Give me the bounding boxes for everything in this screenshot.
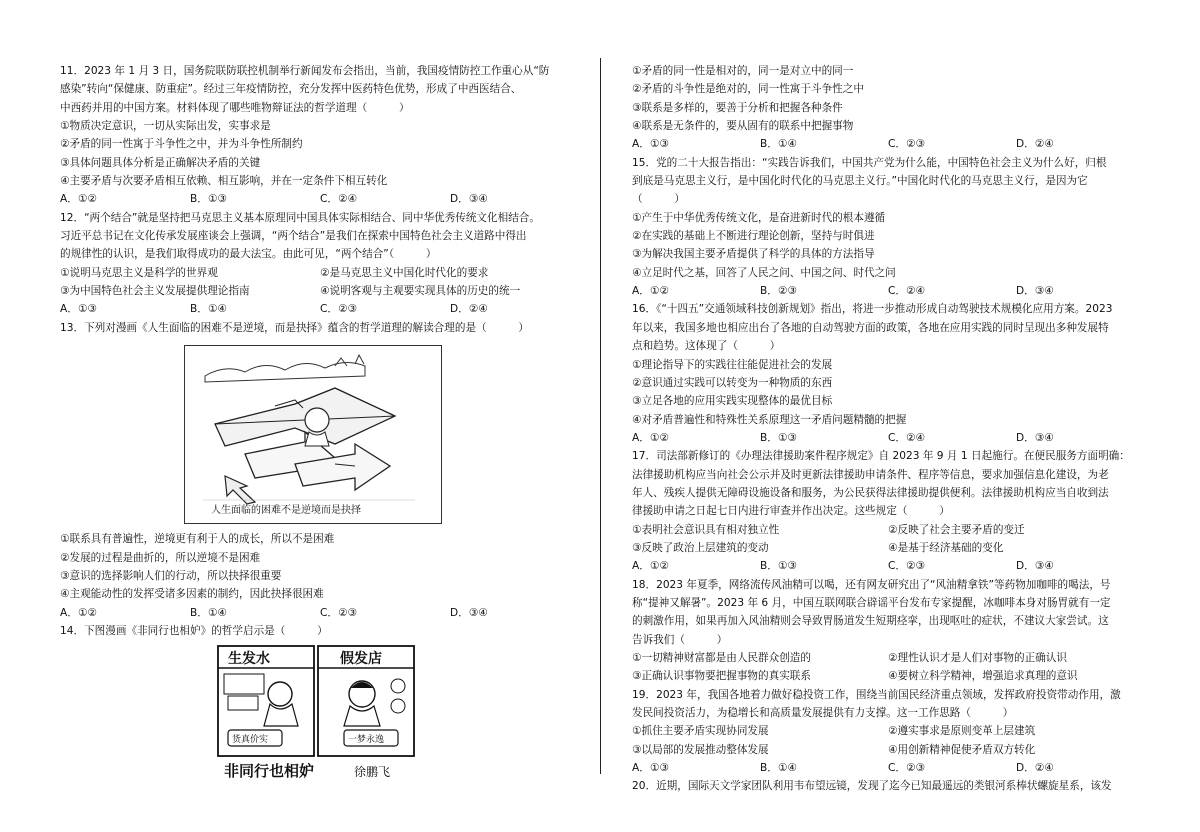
q11-stem-line-1: 11．2023 年 1 月 3 日，国务院联防联控机制举行新闻发布会指出，当前，我国疫情防控工作重心从“防 [60,65,550,77]
q13-choice-a: A．①② [60,606,97,619]
q14-choice-b: B．①④ [760,138,797,151]
q14-stem: 14．下图漫画《非同行也相妒》的哲学启示是（ ） [60,624,328,637]
q19-option-1: ①抓住主要矛盾实现协同发展 [632,725,769,738]
q17-options-row-1 [632,521,1144,539]
q16-option-4: ④对矛盾普遍性和特殊性关系原理这一矛盾问题精髓的把握 [632,413,907,426]
q16-option-1: ①理论指导下的实践往往能促进社会的发展 [632,358,833,371]
q14-option-4: ④联系是无条件的，要从固有的联系中把握事物 [632,120,854,133]
q17-choice-d: D．③④ [1016,560,1054,573]
q16-stem-line-2: 年以来，我国多地也相应出台了各地的自动驾驶方面的政策，各地在应用实践的同时呈现出多种发展特 [632,321,1109,334]
q15-choices [632,282,1144,300]
q14-option-1: ①矛盾的同一性是相对的，同一是对立中的同一 [632,65,854,77]
q18-options-row-1 [632,649,1144,667]
q20-stem-line-1: 20．近期，国际天文学家团队利用韦布望远镜，发现了迄今已知最遥远的类银河系棒状螺旋星系，该发 [632,780,1112,793]
cartoon-shops-drawing [214,644,420,784]
q13-stem: 13．下列对漫画《人生面临的困难不是逆境，而是抉择》蕴含的哲学道理的解读合理的是（ ） [60,321,530,334]
q11-choice-d: D．③④ [450,193,488,206]
q16-choice-d: D．③④ [1016,431,1054,444]
left-column [60,62,580,786]
q18-stem-line-1: 18．2023 年夏季，网络流传风油精可以喝，还有网友研究出了“风油精拿铁”等药物加咖啡的喝法，号 [632,578,1111,591]
q18-option-4: ④要树立科学精神，增强追求真理的意识 [888,670,1078,683]
q19-choice-c: C．②③ [888,762,925,775]
q15-option-3: ③为解决我国主要矛盾提供了科学的具体的方法指导 [632,248,875,261]
cartoon-author: 徐鹏飞 [354,765,391,780]
q17-choice-b: B．①③ [760,560,797,573]
q14-choice-d: D．②④ [1016,138,1054,151]
q13-choice-b: B．①④ [190,606,227,619]
q11-stem-line-3: 中西药并用的中国方案。材料体现了哪些唯物辩证法的哲学道理（ ） [60,101,410,114]
q12-choice-d: D．②④ [450,303,488,316]
question-13 [60,319,580,622]
cartoon-caption-13: 人生面临的困难不是逆境而是抉择 [211,505,361,517]
q18-option-1: ①一切精神财富都是由人民群众创造的 [632,652,811,664]
question-14 [60,622,580,784]
q15-stem-line-2: 到底是马克思主义行，是中国化时代化的马克思主义行。”中国化时代化的马克思主义行，是因为它 [632,175,1088,188]
q17-choice-a: A．①② [632,560,669,573]
q17-option-1: ①表明社会意识具有相对独立性 [632,523,780,536]
q18-stem-line-4: 告诉我们（ ） [632,633,728,646]
question-14-continued [632,62,1144,154]
shop-sign-right: 假发店 [340,651,382,668]
q11-option-4: ④主要矛盾与次要矛盾相互依赖、相互影响，并在一定条件下相互转化 [60,175,388,188]
q18-option-3: ③正确认识事物要把握事物的真实联系 [632,670,811,683]
cartoon-caption-14: 非同行也相妒 [224,762,315,781]
q15-choice-b: B．②③ [760,285,797,298]
q15-option-1: ①产生于中华优秀传统文化，是奋进新时代的根本遵循 [632,211,886,224]
q15-choice-c: C．②④ [888,285,925,298]
q19-option-3: ③以局部的发展推动整体发展 [632,743,769,756]
q12-stem-line-3: 的规律性的认识，是我们取得成功的最大法宝。由此可见，“两个结合”（ ） [60,248,437,261]
q12-option-1: ①说明马克思主义是科学的世界观 [60,266,218,279]
q17-stem-line-3: 年人、残疾人提供无障碍设施设备和服务，为公民获得法律援助提供便利。法律援助机构应当自收到法 [632,486,1109,499]
q14-option-3: ③联系是多样的，要善于分析和把握各种条件 [632,101,843,114]
q19-choices [632,759,1144,777]
q12-options-row-2 [60,282,580,300]
q17-choice-c: C．②③ [888,560,925,573]
q17-option-2: ②反映了社会主要矛盾的变迁 [888,523,1025,536]
q11-choices [60,190,580,208]
q12-choice-a: A．①③ [60,303,97,316]
q13-option-4: ④主观能动性的发挥受诸多因素的制约，因此抉择很困难 [60,588,324,601]
cartoon-difficulty-choice [184,345,442,524]
q18-stem-line-2: 称“提神又解暑”。2023 年 6 月，中国互联网联合辟谣平台发布专家提醒，冰咖啡本身对肠胃就有一定 [632,596,1111,609]
q11-stem-line-2: 感染”转向“保健康、防重症”。经过三年疫情防控，充分发挥中医药特色优势，形成了中西医结合、 [60,83,522,96]
q15-option-2: ②在实践的基础上不断进行理论创新，坚持与时俱进 [632,230,875,243]
q16-stem-line-1: 16．《“十四五”交通领域科技创新规划》指出，将进一步推动形成自动驾驶技术规模化应用方案。2023 [632,303,1113,316]
q18-stem-line-3: 的刺激作用，如果再加入风油精则会导致胃肠道发生短期痉挛，出现呕吐的症状，不建议大家尝试。这 [632,615,1109,628]
question-17 [632,447,1144,575]
q11-choice-b: B．①③ [190,193,227,206]
q16-choice-b: B．①③ [760,431,797,444]
q17-option-4: ④是基于经济基础的变化 [888,541,1004,554]
q18-options-row-2 [632,667,1144,685]
q13-option-1: ①联系具有普遍性，逆境更有利于人的成长，所以不是困难 [60,533,335,546]
q17-options-row-2 [632,539,1144,557]
q11-option-3: ③具体问题具体分析是正确解决矛盾的关键 [60,156,261,169]
q13-choices [60,604,580,622]
banner-left: 货真价实 [232,735,269,746]
question-12 [60,209,580,319]
q11-option-2: ②矛盾的同一性寓于斗争性之中，并为斗争性所制约 [60,138,303,151]
q14-choice-a: A．①③ [632,138,669,151]
q12-choice-b: B．①④ [190,303,227,316]
q17-stem-line-1: 17．司法部新修订的《办理法律援助案件程序规定》自 2023 年 9 月 1 日起施行。在便民服务方面明确： [632,450,1130,463]
q14-option-2: ②矛盾的斗争性是绝对的，同一性寓于斗争性之中 [632,83,864,96]
column-divider [600,58,601,774]
q15-stem-line-3: （ ） [632,193,685,206]
q19-stem-line-2: 发民间投资活力，为稳增长和高质量发展提供有力支撑。这一工作思路（ ） [632,707,1014,720]
q12-options-row-1 [60,264,580,282]
q12-option-4: ④说明客观与主观要实现具体的历史的统一 [320,285,521,298]
q15-option-4: ④立足时代之基，回答了人民之问、中国之问、时代之问 [632,266,896,279]
banner-right: 一梦永逸 [348,735,385,746]
q19-option-2: ②遵实事求是原则变革上层建筑 [888,725,1036,738]
q19-options-row-2 [632,741,1144,759]
q12-option-3: ③为中国特色社会主义发展提供理论指南 [60,285,250,298]
shop-sign-left: 生发水 [228,651,270,668]
q14-choice-c: C．②③ [888,138,925,151]
q12-stem-line-2: 习近平总书记在文化传承发展座谈会上强调，“两个结合”是我们在探索中国特色社会主义道路中得出 [60,230,527,243]
cartoon-not-same-trade [214,644,420,784]
q14-choices [632,135,1144,153]
q13-choice-c: C．②③ [320,606,357,619]
q17-stem-line-2: 法律援助机构应当向社会公示并及时更新法律援助申请条件、程序等信息，要求加强信息化建设，为老 [632,468,1109,481]
q19-options-row-1 [632,722,1144,740]
q12-stem-line-1: 12．“两个结合”就是坚持把马克思主义基本原理同中国具体实际相结合、同中华优秀传统文化相结合。 [60,211,540,224]
q11-choice-c: C．②④ [320,193,357,206]
q13-choice-d: D．③④ [450,606,488,619]
question-18 [632,576,1144,686]
q19-choice-d: D．②④ [1016,762,1054,775]
q18-option-2: ②理性认识才是人们对事物的正确认识 [888,652,1067,664]
q17-stem-line-4: 律援助申请之日起七日内进行审查并作出决定。这些规定（ ） [632,505,950,518]
q11-choice-a: A．①② [60,193,97,206]
question-20 [632,777,1144,795]
right-column [632,62,1144,796]
question-15 [632,154,1144,301]
q16-option-2: ②意识通过实践可以转变为一种物质的东西 [632,376,833,389]
q13-option-2: ②发展的过程是曲折的，所以逆境不是困难 [60,551,261,564]
q12-choices [60,300,580,318]
q16-choice-a: A．①② [632,431,669,444]
q15-stem-line-1: 15．党的二十大报告指出：“实践告诉我们，中国共产党为什么能，中国特色社会主义为什么好，归根 [632,156,1107,169]
q17-option-3: ③反映了政治上层建筑的变动 [632,541,769,554]
q19-stem-line-1: 19．2023 年，我国各地着力做好稳投资工作，围绕当前国民经济重点领域，发挥政府投资带动作用，激 [632,688,1121,701]
q16-choice-c: C．②④ [888,431,925,444]
q19-option-4: ④用创新精神促使矛盾双方转化 [888,743,1036,756]
q13-option-3: ③意识的选择影响人们的行动，所以抉择很重要 [60,569,282,582]
question-19 [632,686,1144,778]
q15-choice-d: D．③④ [1016,285,1054,298]
q11-option-1: ①物质决定意识，一切从实际出发，实事求是 [60,120,271,133]
q15-choice-a: A．①② [632,285,669,298]
q12-option-2: ②是马克思主义中国化时代化的要求 [320,266,489,279]
q16-stem-line-3: 点和趋势。这体现了（ ） [632,340,781,353]
cartoon-arrows-drawing [185,346,441,523]
q16-option-3: ③立足各地的应用实践实现整体的最优目标 [632,395,833,408]
question-16 [632,300,1144,447]
q19-choice-b: B．①④ [760,762,797,775]
q12-choice-c: C．②③ [320,303,357,316]
q19-choice-a: A．①③ [632,762,669,775]
question-11 [60,62,580,209]
q16-choices [632,429,1144,447]
q17-choices [632,557,1144,575]
